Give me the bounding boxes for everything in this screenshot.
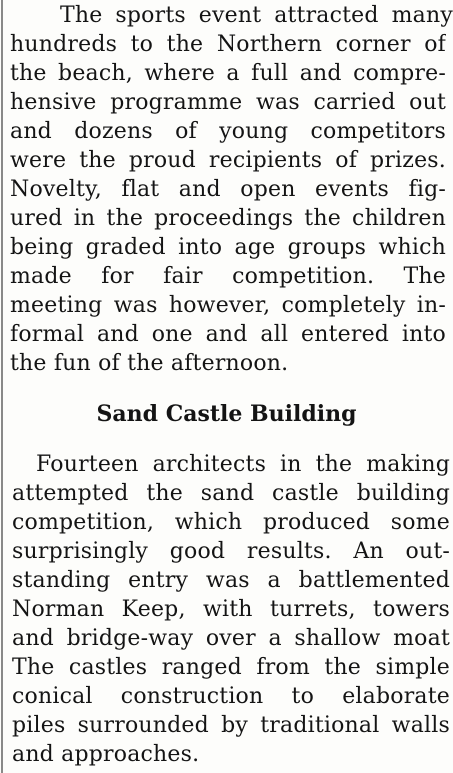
paragraph-1-line-2: hundreds to the Northern corner of: [10, 32, 446, 57]
paragraph-1-line-13: the fun of the afternoon.: [10, 351, 289, 376]
paragraph-2-line-5: standing entry was a battlemented: [12, 568, 450, 593]
paragraph-1-line-12: formal and one and all entered into: [10, 322, 446, 347]
paragraph-1-line-6: were the proud recipients of prizes.: [10, 148, 446, 173]
section-heading: Sand Castle Building: [96, 401, 357, 427]
paragraph-2-line-11: and approaches.: [12, 742, 200, 767]
paragraph-1-line-3: the beach, where a full and compre-: [10, 61, 446, 86]
paragraph-1-line-7: Novelty, flat and open events fig-: [10, 177, 446, 202]
paragraph-2-line-4: surprisingly good results. An out-: [12, 539, 450, 564]
paragraph-2-line-6: Norman Keep, with turrets, towers: [12, 597, 450, 622]
paragraph-1-line-9: being graded into age groups which: [10, 235, 446, 260]
paragraph-2-line-9: conical construction to elaborate: [12, 684, 450, 709]
paragraph-1-line-8: ured in the proceedings the children: [10, 206, 446, 231]
paragraph-2-line-2: attempted the sand castle building: [12, 481, 450, 506]
paragraph-1-line-5: and dozens of young competitors: [10, 119, 446, 144]
paragraph-1-line-11: meeting was however, completely in-: [10, 293, 446, 318]
paragraph-2-line-10: piles surrounded by traditional walls: [12, 713, 450, 738]
paragraph-2-line-1: Fourteen architects in the making: [36, 452, 450, 477]
paragraph-2-line-7: and bridge-way over a shallow moat: [12, 626, 450, 651]
paragraph-2-line-8: The castles ranged from the simple: [12, 655, 450, 680]
paragraph-1-line-10: made for fair competition. The: [10, 264, 446, 289]
paragraph-1-line-1: The sports event attracted many: [60, 3, 453, 28]
paragraph-1-line-4: hensive programme was carried out: [10, 90, 446, 115]
paragraph-2-line-3: competition, which produced some: [12, 510, 450, 535]
